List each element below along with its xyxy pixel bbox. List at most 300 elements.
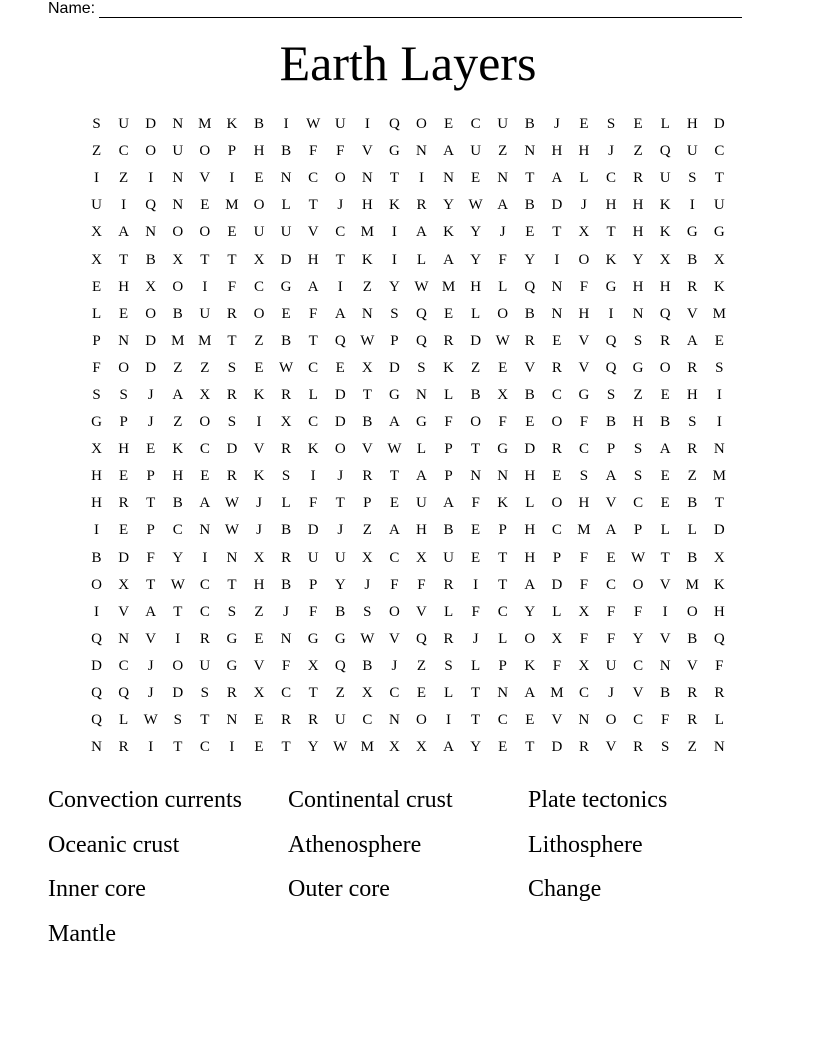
grid-letter[interactable]: C [308,170,319,187]
grid-letter[interactable]: C [633,495,644,512]
grid-letter[interactable]: J [472,630,479,647]
grid-letter[interactable]: A [172,386,184,403]
grid-letter[interactable]: N [443,170,454,187]
grid-letter[interactable]: O [334,170,346,187]
grid-letter[interactable]: A [686,332,698,349]
grid-letter[interactable]: B [281,332,292,349]
grid-letter[interactable]: T [389,170,399,187]
grid-letter[interactable]: J [553,116,560,133]
grid-letter[interactable]: M [225,197,239,214]
grid-letter[interactable]: P [444,441,453,458]
grid-letter[interactable]: X [145,278,157,295]
grid-letter[interactable]: M [198,116,212,133]
grid-letter[interactable]: Q [605,359,617,376]
grid-letter[interactable]: D [524,441,536,458]
grid-letter[interactable]: W [495,332,510,349]
grid-letter[interactable]: S [92,116,101,133]
grid-letter[interactable]: B [281,576,292,593]
grid-letter[interactable]: H [578,143,590,160]
grid-letter[interactable]: O [578,251,590,268]
grid-letter[interactable]: X [253,251,265,268]
grid-letter[interactable]: O [253,305,265,322]
grid-letter[interactable]: U [416,495,427,512]
grid-letter[interactable]: T [308,332,318,349]
grid-letter[interactable]: Z [200,359,210,376]
grid-letter[interactable]: E [525,224,535,241]
grid-letter[interactable]: S [633,332,643,349]
grid-letter[interactable]: H [632,278,644,295]
grid-letter[interactable]: T [308,197,318,214]
grid-letter[interactable]: J [147,414,154,431]
grid-letter[interactable]: R [714,685,725,702]
grid-letter[interactable]: J [147,657,154,674]
grid-letter[interactable]: I [337,278,343,295]
grid-letter[interactable]: E [525,414,535,431]
grid-letter[interactable]: T [173,739,183,756]
grid-letter[interactable]: G [497,441,509,458]
grid-letter[interactable]: U [605,657,617,674]
grid-letter[interactable]: J [256,522,262,539]
grid-letter[interactable]: I [391,251,397,268]
grid-letter[interactable]: Z [471,359,481,376]
grid-letter[interactable]: L [498,630,508,647]
grid-letter[interactable]: D [91,657,102,674]
grid-letter[interactable]: X [361,359,373,376]
grid-letter[interactable]: P [606,441,616,458]
grid-letter[interactable]: A [659,441,671,458]
grid-letter[interactable]: Y [524,603,536,620]
grid-letter[interactable]: O [172,657,184,674]
grid-letter[interactable]: E [119,468,129,485]
grid-letter[interactable]: D [388,359,400,376]
grid-letter[interactable]: B [443,522,454,539]
grid-letter[interactable]: K [307,441,319,458]
grid-letter[interactable]: C [497,712,508,729]
grid-letter[interactable]: N [497,468,509,485]
grid-letter[interactable]: B [172,495,183,512]
grid-letter[interactable]: I [94,603,100,620]
grid-letter[interactable]: K [713,278,725,295]
grid-letter[interactable]: H [118,278,130,295]
grid-letter[interactable]: D [713,522,725,539]
grid-letter[interactable]: R [226,305,237,322]
grid-letter[interactable]: C [578,441,589,458]
grid-letter[interactable]: C [606,170,617,187]
grid-letter[interactable]: O [551,414,563,431]
grid-letter[interactable]: S [173,712,182,729]
grid-letter[interactable]: H [416,522,427,539]
grid-letter[interactable]: O [632,576,644,593]
grid-letter[interactable]: E [714,332,724,349]
grid-letter[interactable]: W [306,116,321,133]
grid-letter[interactable]: E [471,549,481,566]
grid-letter[interactable]: R [633,170,644,187]
grid-letter[interactable]: R [362,468,373,485]
grid-letter[interactable]: F [498,414,507,431]
grid-letter[interactable]: O [172,224,184,241]
grid-letter[interactable]: X [280,414,292,431]
grid-letter[interactable]: R [118,495,129,512]
grid-letter[interactable]: A [524,576,536,593]
grid-letter[interactable]: O [199,414,211,431]
grid-letter[interactable]: F [444,414,453,431]
grid-letter[interactable]: O [334,441,346,458]
grid-letter[interactable]: B [687,495,698,512]
grid-letter[interactable]: F [308,143,318,160]
grid-letter[interactable]: N [551,305,563,322]
grid-letter[interactable]: I [446,712,452,729]
grid-letter[interactable]: V [578,332,590,349]
grid-letter[interactable]: V [416,603,427,620]
grid-letter[interactable]: E [525,712,535,729]
grid-letter[interactable]: U [659,170,671,187]
grid-letter[interactable]: B [362,414,373,431]
grid-letter[interactable]: Z [335,685,345,702]
grid-letter[interactable]: V [605,739,617,756]
grid-letter[interactable]: I [256,414,262,431]
grid-letter[interactable]: N [713,739,725,756]
grid-letter[interactable]: B [524,305,535,322]
grid-letter[interactable]: O [524,630,536,647]
grid-letter[interactable]: E [200,197,210,214]
grid-letter[interactable]: N [91,739,102,756]
grid-letter[interactable]: H [632,414,644,431]
grid-letter[interactable]: K [388,197,400,214]
grid-letter[interactable]: O [172,278,184,295]
grid-letter[interactable]: C [606,576,617,593]
grid-letter[interactable]: D [334,386,346,403]
grid-letter[interactable]: R [443,576,454,593]
grid-letter[interactable]: I [175,630,181,647]
grid-letter[interactable]: E [146,441,156,458]
grid-letter[interactable]: A [605,468,617,485]
grid-letter[interactable]: T [227,332,237,349]
grid-letter[interactable]: T [146,576,156,593]
grid-letter[interactable]: K [443,359,454,376]
grid-letter[interactable]: S [119,386,128,403]
grid-letter[interactable]: D [713,116,725,133]
grid-letter[interactable]: L [281,495,291,512]
grid-letter[interactable]: C [199,603,210,620]
grid-letter[interactable]: Q [91,712,102,729]
grid-letter[interactable]: S [227,359,237,376]
grid-letter[interactable]: X [578,224,590,241]
grid-letter[interactable]: L [552,603,562,620]
grid-letter[interactable]: K [713,576,725,593]
grid-letter[interactable]: D [145,332,157,349]
grid-letter[interactable]: C [308,414,319,431]
grid-letter[interactable]: T [119,251,129,268]
grid-letter[interactable]: D [280,251,292,268]
grid-letter[interactable]: W [414,278,429,295]
grid-letter[interactable]: V [632,685,644,702]
grid-letter[interactable]: S [227,603,237,620]
grid-letter[interactable]: A [388,522,400,539]
grid-letter[interactable]: K [605,251,617,268]
grid-letter[interactable]: X [91,251,102,268]
grid-letter[interactable]: K [172,441,184,458]
grid-letter[interactable]: O [253,197,265,214]
grid-letter[interactable]: A [443,251,454,268]
grid-letter[interactable]: G [605,278,617,295]
grid-letter[interactable]: D [145,359,157,376]
grid-letter[interactable]: V [361,143,373,160]
grid-letter[interactable]: R [308,712,319,729]
grid-letter[interactable]: N [145,224,157,241]
grid-letter[interactable]: T [552,224,562,241]
grid-letter[interactable]: F [417,576,426,593]
grid-letter[interactable]: O [497,305,509,322]
grid-letter[interactable]: N [416,143,427,160]
grid-letter[interactable]: T [498,549,508,566]
grid-letter[interactable]: Q [524,278,536,295]
grid-letter[interactable]: E [91,278,102,295]
grid-letter[interactable]: I [94,170,100,187]
grid-letter[interactable]: V [253,441,265,458]
grid-letter[interactable]: H [524,522,536,539]
grid-letter[interactable]: F [633,603,643,620]
grid-letter[interactable]: Q [334,332,346,349]
grid-letter[interactable]: Z [91,143,102,160]
grid-letter[interactable]: B [254,116,265,133]
grid-letter[interactable]: N [361,305,373,322]
grid-letter[interactable]: Q [388,116,400,133]
grid-letter[interactable]: G [334,630,346,647]
grid-letter[interactable]: X [199,386,211,403]
grid-letter[interactable]: V [659,576,671,593]
grid-letter[interactable]: P [227,143,237,160]
grid-letter[interactable]: P [146,468,155,485]
grid-letter[interactable]: D [145,116,157,133]
grid-letter[interactable]: M [685,576,699,593]
grid-letter[interactable]: I [229,739,235,756]
grid-letter[interactable]: Q [659,143,671,160]
grid-letter[interactable]: M [360,739,374,756]
grid-letter[interactable]: K [443,224,454,241]
grid-letter[interactable]: J [581,197,587,214]
grid-letter[interactable]: F [471,495,480,512]
grid-letter[interactable]: R [687,441,698,458]
grid-letter[interactable]: N [280,170,292,187]
grid-letter[interactable]: R [687,712,698,729]
grid-letter[interactable]: X [91,441,102,458]
grid-letter[interactable]: F [552,657,562,674]
grid-letter[interactable]: E [335,359,345,376]
grid-letter[interactable]: Q [605,332,617,349]
grid-letter[interactable]: Z [498,143,508,160]
grid-letter[interactable]: T [525,170,535,187]
grid-letter[interactable]: Y [470,739,482,756]
grid-letter[interactable]: R [578,739,589,756]
grid-letter[interactable]: C [714,143,725,160]
grid-letter[interactable]: O [416,712,427,729]
grid-letter[interactable]: X [578,603,590,620]
grid-letter[interactable]: Z [173,359,183,376]
grid-letter[interactable]: J [147,685,154,702]
grid-letter[interactable]: S [715,359,724,376]
grid-letter[interactable]: I [716,414,722,431]
grid-letter[interactable]: W [170,576,185,593]
grid-letter[interactable]: X [172,251,184,268]
grid-letter[interactable]: D [551,576,563,593]
grid-letter[interactable]: N [497,685,509,702]
grid-letter[interactable]: Z [633,143,643,160]
grid-letter[interactable]: L [308,386,318,403]
grid-letter[interactable]: L [471,657,481,674]
grid-letter[interactable]: N [632,305,644,322]
grid-letter[interactable]: F [606,630,616,647]
grid-letter[interactable]: Q [416,332,427,349]
grid-letter[interactable]: E [498,359,508,376]
grid-letter[interactable]: L [525,495,535,512]
grid-letter[interactable]: L [687,522,697,539]
grid-letter[interactable]: T [471,685,481,702]
grid-letter[interactable]: S [633,441,643,458]
grid-letter[interactable]: Z [633,386,643,403]
grid-letter[interactable]: V [686,305,698,322]
grid-letter[interactable]: M [712,305,726,322]
grid-letter[interactable]: I [148,739,154,756]
grid-letter[interactable]: C [335,224,346,241]
grid-letter[interactable]: B [524,197,535,214]
grid-letter[interactable]: J [364,576,371,593]
grid-letter[interactable]: P [92,332,101,349]
grid-letter[interactable]: J [337,522,344,539]
grid-letter[interactable]: H [91,468,102,485]
grid-letter[interactable]: T [308,685,318,702]
grid-letter[interactable]: O [91,576,102,593]
grid-letter[interactable]: N [226,549,238,566]
grid-letter[interactable]: Q [659,305,671,322]
grid-letter[interactable]: S [661,739,670,756]
grid-letter[interactable]: N [524,143,536,160]
grid-letter[interactable]: C [389,685,400,702]
grid-letter[interactable]: C [362,712,373,729]
grid-letter[interactable]: N [172,197,184,214]
grid-letter[interactable]: G [632,359,644,376]
grid-letter[interactable]: M [712,468,726,485]
grid-letter[interactable]: G [686,224,698,241]
grid-letter[interactable]: L [498,278,508,295]
grid-letter[interactable]: N [361,170,373,187]
grid-letter[interactable]: Q [118,685,130,702]
grid-letter[interactable]: T [498,576,508,593]
grid-letter[interactable]: O [388,603,400,620]
grid-letter[interactable]: T [471,712,481,729]
grid-letter[interactable]: P [363,495,372,512]
grid-letter[interactable]: H [659,278,671,295]
grid-letter[interactable]: H [253,576,265,593]
grid-letter[interactable]: C [578,685,589,702]
grid-letter[interactable]: D [551,739,563,756]
grid-letter[interactable]: M [171,332,185,349]
grid-letter[interactable]: C [254,278,265,295]
grid-letter[interactable]: R [443,630,454,647]
grid-letter[interactable]: X [659,251,671,268]
grid-letter[interactable]: V [551,712,563,729]
grid-letter[interactable]: U [118,116,130,133]
grid-letter[interactable]: U [334,549,346,566]
grid-letter[interactable]: C [389,549,400,566]
grid-letter[interactable]: N [470,468,482,485]
grid-letter[interactable]: C [199,576,210,593]
grid-letter[interactable]: R [660,332,671,349]
grid-letter[interactable]: S [606,386,616,403]
grid-letter[interactable]: S [417,359,426,376]
grid-letter[interactable]: Z [119,170,129,187]
grid-letter[interactable]: S [444,657,453,674]
grid-letter[interactable]: S [688,414,697,431]
grid-letter[interactable]: P [119,414,128,431]
grid-letter[interactable]: Q [91,630,102,647]
grid-letter[interactable]: G [280,278,292,295]
grid-letter[interactable]: U [199,305,211,322]
grid-letter[interactable]: E [633,116,643,133]
grid-letter[interactable]: R [281,712,292,729]
grid-letter[interactable]: C [551,522,562,539]
grid-letter[interactable]: H [551,143,563,160]
grid-letter[interactable]: A [416,468,427,485]
grid-letter[interactable]: B [172,305,183,322]
grid-letter[interactable]: F [579,630,589,647]
grid-letter[interactable]: B [335,603,346,620]
grid-letter[interactable]: J [283,603,289,620]
grid-letter[interactable]: O [605,712,617,729]
grid-letter[interactable]: F [715,657,724,674]
grid-letter[interactable]: X [118,576,130,593]
grid-letter[interactable]: V [686,657,698,674]
grid-letter[interactable]: N [172,170,184,187]
grid-letter[interactable]: Z [254,332,264,349]
grid-letter[interactable]: B [687,549,698,566]
grid-letter[interactable]: V [307,224,319,241]
grid-letter[interactable]: B [362,657,373,674]
grid-letter[interactable]: V [659,630,671,647]
grid-letter[interactable]: C [118,657,129,674]
grid-letter[interactable]: I [418,170,424,187]
grid-letter[interactable]: N [497,170,509,187]
grid-letter[interactable]: S [281,468,291,485]
grid-letter[interactable]: Y [172,549,184,566]
grid-letter[interactable]: X [713,549,725,566]
grid-letter[interactable]: I [202,278,208,295]
grid-letter[interactable]: D [307,522,319,539]
grid-letter[interactable]: R [118,739,129,756]
grid-letter[interactable]: I [473,576,479,593]
grid-letter[interactable]: T [335,251,345,268]
grid-letter[interactable]: G [226,630,238,647]
grid-letter[interactable]: S [200,685,210,702]
grid-letter[interactable]: T [525,739,535,756]
grid-letter[interactable]: C [470,116,481,133]
grid-letter[interactable]: C [551,386,562,403]
grid-letter[interactable]: V [578,359,590,376]
grid-letter[interactable]: V [253,657,265,674]
grid-letter[interactable]: P [498,657,507,674]
grid-letter[interactable]: J [391,657,398,674]
grid-letter[interactable]: P [308,576,318,593]
grid-letter[interactable]: K [226,116,238,133]
grid-letter[interactable]: A [118,224,130,241]
grid-letter[interactable]: J [337,197,344,214]
grid-letter[interactable]: X [416,549,427,566]
grid-letter[interactable]: I [148,170,154,187]
grid-letter[interactable]: L [660,116,670,133]
grid-letter[interactable]: I [689,197,695,214]
grid-letter[interactable]: A [605,522,617,539]
grid-letter[interactable]: R [226,685,237,702]
grid-letter[interactable]: R [633,739,644,756]
